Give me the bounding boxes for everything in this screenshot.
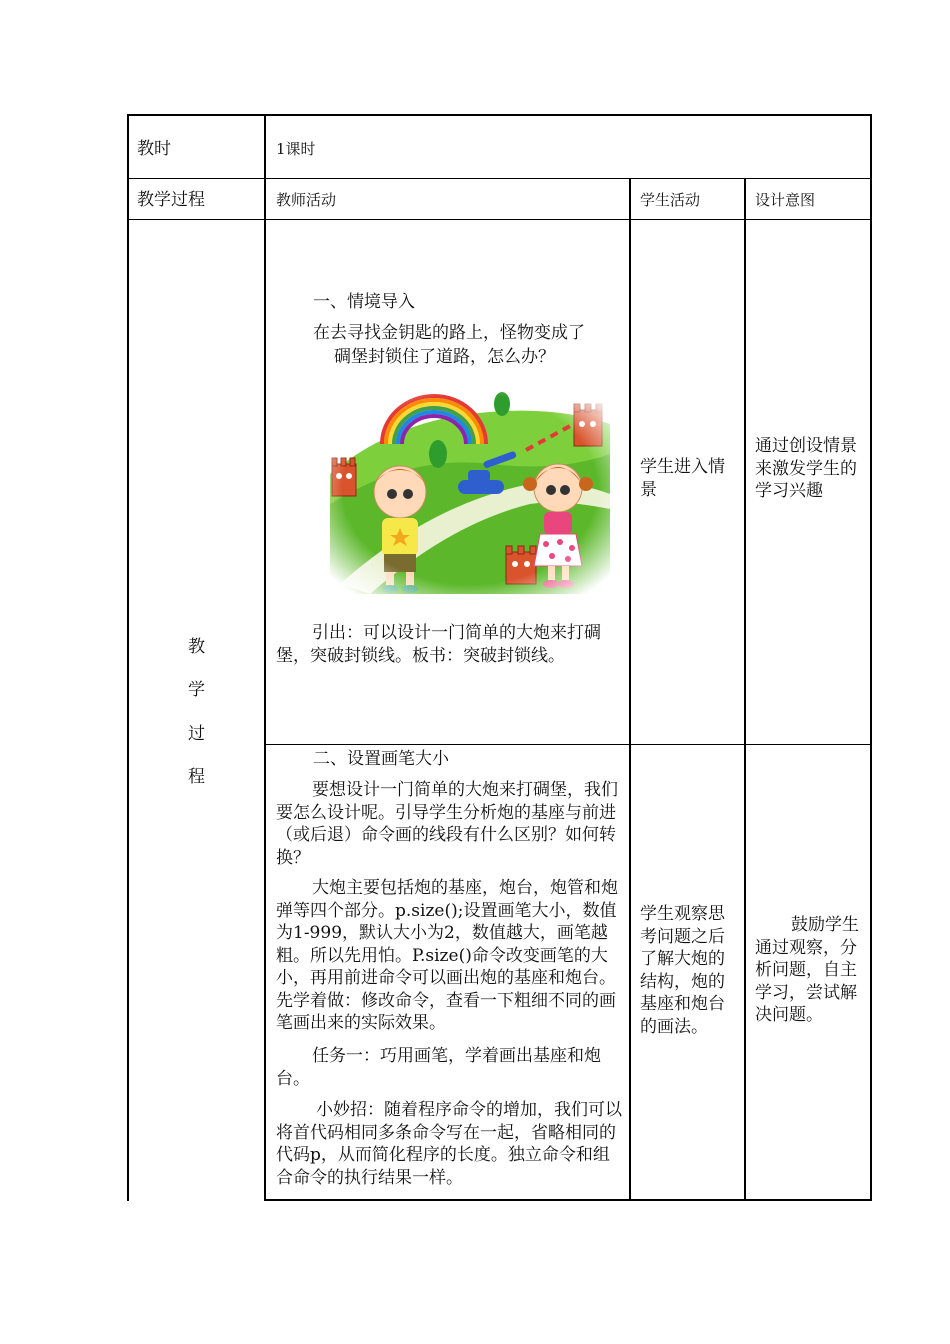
section1-outro: 引出：可以设计一门简单的大炮来打碉堡，突破封锁线。板书：突破封锁线。	[276, 623, 601, 666]
table-border-left	[127, 114, 129, 1201]
section2-student: 学生观察思考问题之后了解大炮的结构，炮的基座和炮台的画法。	[640, 904, 725, 1037]
section2-intent: 鼓励学生通过观察，分析问题，自主学习，尝试解决问题。	[755, 915, 859, 1025]
section2-para3: 任务一：巧用画笔，学着画出基座和炮台。	[276, 1046, 601, 1089]
side-label-char-4: 程	[188, 767, 205, 787]
header-student: 学生活动	[640, 191, 701, 209]
header-teacher: 教师活动	[276, 191, 337, 209]
side-label-char-3: 过	[188, 724, 205, 744]
period-value: 1课时	[276, 140, 316, 158]
section2-para4: 小妙招：随着程序命令的增加，我们可以将首代码相同多条命令写在一起，省略相同的代码p，从而简化程序的长度。独立命令和组合命令的执行结果一样。	[276, 1100, 622, 1188]
table-border-top	[127, 114, 872, 116]
rule-row3	[265, 744, 872, 745]
rule-row1	[127, 178, 872, 179]
section2-title: 二、设置画笔大小	[313, 749, 449, 769]
scene-illustration	[330, 384, 610, 594]
rule-col3	[744, 178, 746, 1201]
section1-intro-line1: 在去寻找金钥匙的路上，怪物变成了	[313, 323, 585, 343]
rule-col1	[264, 114, 266, 1201]
side-label-char-1: 教	[188, 637, 205, 657]
period-label: 教时	[137, 139, 171, 159]
section2-para1: 要想设计一门简单的大炮来打碉堡，我们要怎么设计呢。引导学生分析炮的基座与前进（或后退）命令画的线段有什么区别？如何转换？	[276, 780, 618, 868]
section2-para2: 大炮主要包括炮的基座，炮台，炮管和炮弹等四个部分。p.size();设置画笔大小，数值为1-999，默认大小为2，数值越大，画笔越粗。所以先用怕。P.size()命令改变画笔的大小，再用前进命令可以画出炮的基座和炮台。先学着做：修改命令，查看一下粗细不同的画笔画出来的实际效果。	[276, 878, 618, 1033]
section1-title: 一、情境导入	[313, 292, 415, 312]
side-label-char-2: 学	[188, 680, 205, 700]
rule-col2	[629, 178, 631, 1201]
table-border-right	[870, 114, 872, 1201]
rule-row2	[127, 219, 872, 220]
section1-student: 学生进入情景	[640, 457, 725, 500]
header-process: 教学过程	[137, 190, 205, 210]
header-intent: 设计意图	[755, 191, 816, 209]
section1-intro-line2: 碉堡封锁住了道路，怎么办？	[334, 347, 555, 367]
section1-intent: 通过创设情景来激发学生的学习兴趣	[755, 436, 857, 501]
table-border-bottom	[264, 1199, 872, 1201]
